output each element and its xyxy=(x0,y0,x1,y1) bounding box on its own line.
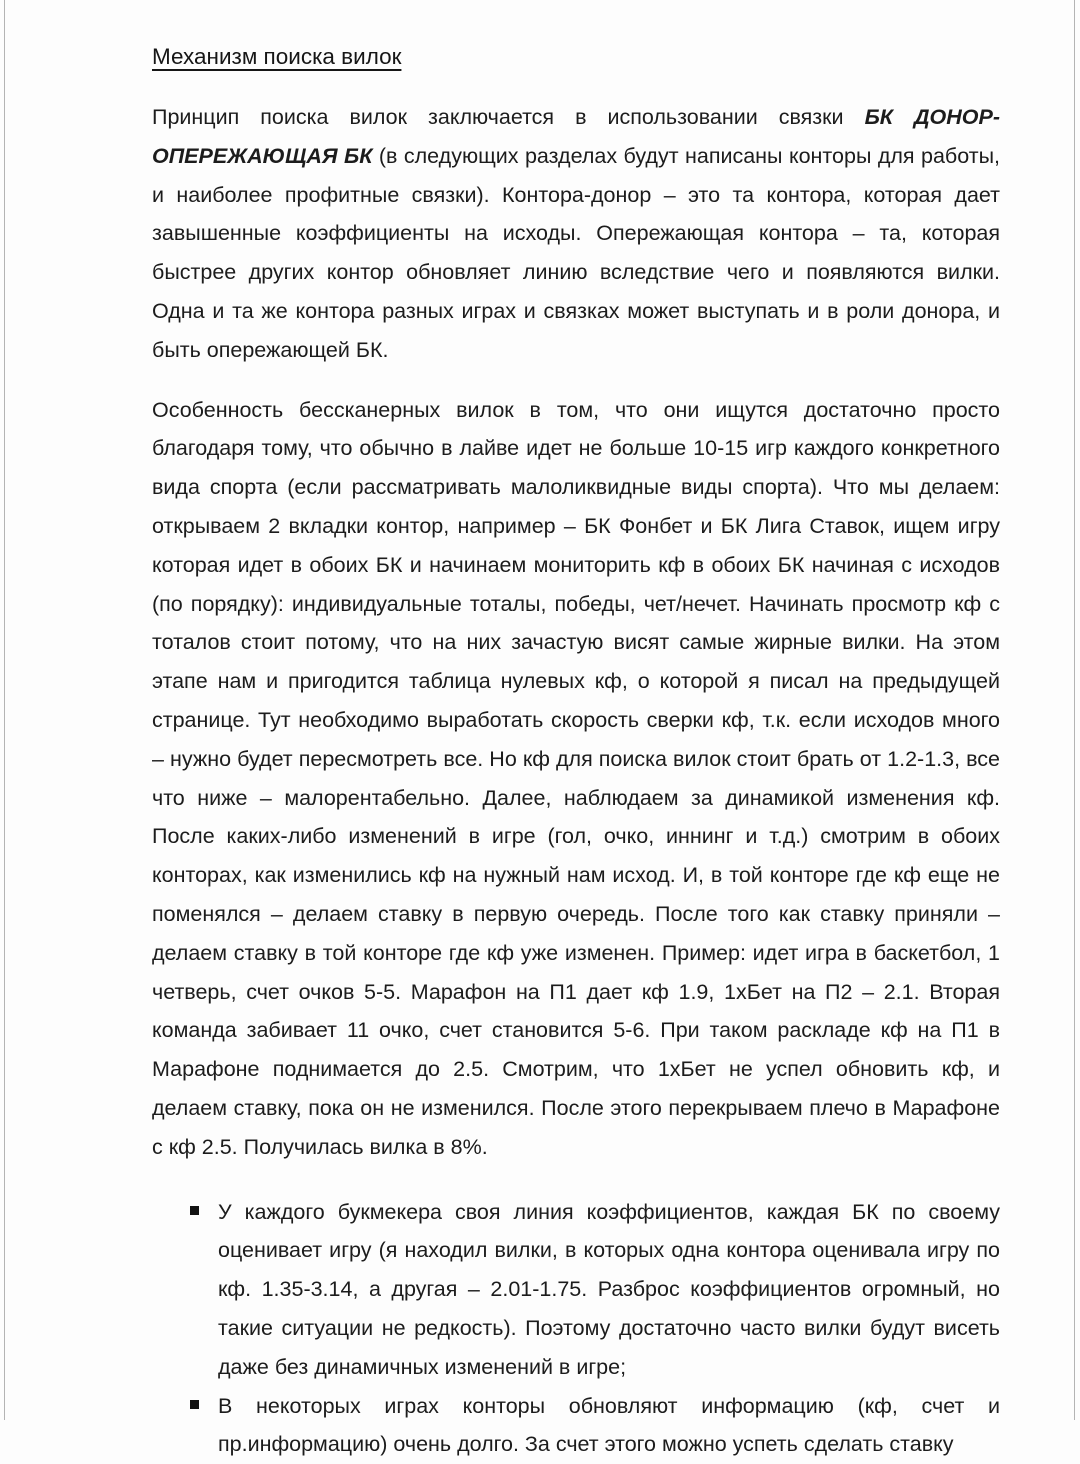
paragraph-intro-text-2: (в следующих разделах будут написаны конторы для работы, и наиболее профитные связки). Контора-донор – это та контора, которая дает завышенные коэффициенты на исходы. Опережающая контора – та, которая быстрее других контор обновляет линию вследствие чего и появляются вилки. Одна и та же контора разных играх и связках может выступать и в роли донора, и быть опережающей БК. xyxy=(152,144,1000,362)
page-title: Механизм поиска вилок xyxy=(152,42,1000,72)
page-edge-line-left xyxy=(4,0,5,1420)
bullet-text: В некоторых играх конторы обновляют информацию (кф, счет и пр.информацию) очень долго. За счет этого можно успеть сделать ставку xyxy=(218,1394,1000,1457)
page-edge-line-right xyxy=(1074,0,1075,1420)
square-bullet-icon xyxy=(190,1206,199,1215)
square-bullet-icon xyxy=(190,1400,199,1409)
paragraph-method: Особенность бессканерных вилок в том, что они ищутся достаточно просто благодаря тому, что обычно в лайве идет не больше 10-15 игр каждого конкретного вида спорта (если рассматривать малоликвидные виды спорта). Что мы делаем: открываем 2 вкладки контор, например – БК Фонбет и БК Лига Ставок, ищем игру которая идет в обоих БК и начинаем мониторить кф в обоих БК начиная с исходов (по порядку): индивидуальные тоталы, победы, чет/нечет. Начинать просмотр кф с тоталов стоит потому, что на них зачастую висят самые жирные вилки. На этом этапе нам и пригодится таблица нулевых кф, о которой я писал на предыдущей странице. Тут необходимо выработать скорость сверки кф, т.к. если исходов много – нужно будет пересмотреть все. Но кф для поиска вилок стоит брать от 1.2-1.3, все что ниже – малорентабельно. Далее, наблюдаем за динамикой изменения кф. После каких-либо изменений в игре (гол, очко, иннинг и т.д.) смотрим в обоих конторах, как изменились кф на нужный нам исход. И, в той конторе где кф еще не поменялся – делаем ставку в первую очередь. После того как ставку приняли – делаем ставку в той конторе где кф уже изменен. Пример: идет игра в баскетбол, 1 четверь, счет очков 5-5. Марафон на П1 дает кф 1.9, 1хБет на П2 – 2.1. Вторая команда забивает 11 очко, счет становится 5-6. При таком раскладе кф на П1 в Марафоне поднимается до 2.5. Смотрим, что 1хБет не успел обновить кф, и делаем ставку, пока он не изменился. После этого перекрываем плечо в Марафоне с кф 2.5. Получилась вилка в 8%. xyxy=(152,391,1000,1167)
bullet-text: У каждого букмекера своя линия коэффициентов, каждая БК по своему оценивает игру (я находил вилки, в которых одна контора оценивала игру по кф. 1.35-3.14, а другая – 2.01-1.75. Разброс коэффициентов огромный, но такие ситуации не редкость). Поэтому достаточно часто вилки будут висеть даже без динамичных изменений в игре; xyxy=(218,1200,1000,1379)
bullet-list xyxy=(152,1193,1000,1464)
bold-term-bk-donor: БК ДОНОР-ОПЕРЕЖАЮЩАЯ БК xyxy=(152,105,1000,168)
paragraph-intro xyxy=(152,98,1000,370)
document-page xyxy=(152,42,1000,1464)
paragraph-intro-text-1: Принцип поиска вилок заключается в использовании связки xyxy=(152,105,865,129)
bullet-item xyxy=(152,1193,1000,1387)
bullet-item xyxy=(152,1387,1000,1464)
